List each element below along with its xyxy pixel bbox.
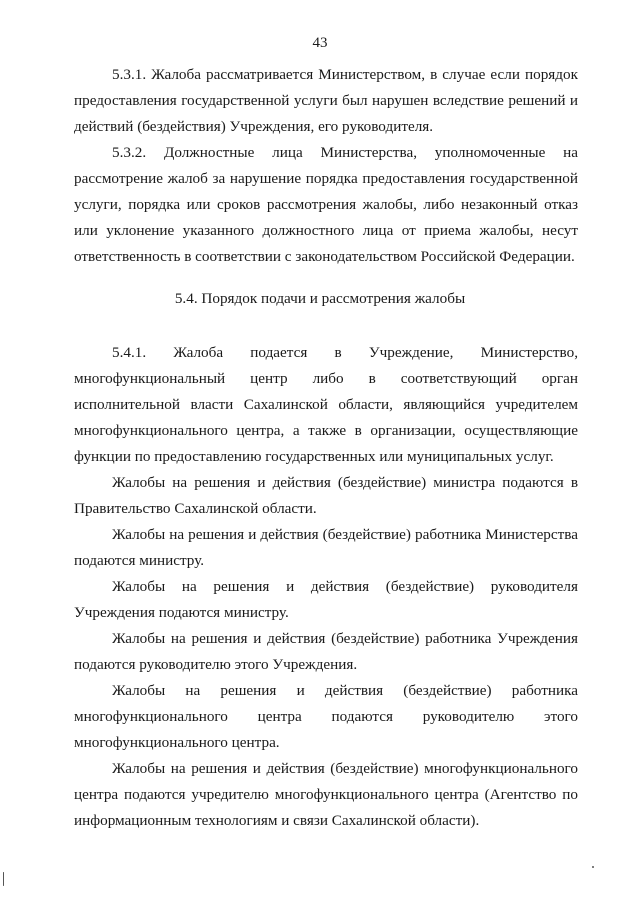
text-line: подаются руководителю этого Учреждения. — [74, 656, 358, 673]
text-line: функции по предоставлению государственных или муниципальных услуг. — [74, 448, 554, 465]
text-line: многофункционального центра. — [74, 734, 280, 751]
text-line: ответственность в соответствии с законодательством Российской Федерации. — [74, 248, 575, 265]
text-line: многофункционального центра подаются руководителю этого — [74, 708, 578, 725]
text-line: информационным технологиям и связи Сахалинской области). — [74, 812, 480, 829]
section-heading: 5.4. Порядок подачи и рассмотрения жалобы — [174, 290, 466, 307]
text-line: рассмотрение жалоб за нарушение порядка предоставления государственной — [74, 170, 578, 187]
text-line: подаются министру. — [74, 552, 205, 569]
text-line: Жалобы на решения и действия (бездействие) работника Учреждения — [112, 630, 578, 647]
text-line: Жалобы на решения и действия (бездействие) работника — [112, 682, 578, 699]
text-line: Учреждения подаются министру. — [74, 604, 289, 621]
text-line: Правительство Сахалинской области. — [74, 500, 317, 517]
text-line: или уклонение указанного должностного лица от приема жалобы, несут — [74, 222, 578, 239]
text-line: Жалобы на решения и действия (бездействие) работника Министерства — [112, 526, 578, 543]
text-line: 5.3.1. Жалоба рассматривается Министерством, в случае если порядок — [112, 66, 578, 83]
text-line: действий (бездействия) Учреждения, его руководителя. — [74, 118, 434, 135]
text-line: 5.4.1. Жалоба подается в Учреждение, Министерство, — [112, 344, 578, 361]
text-line: многофункциональный центр либо в соответствующий орган — [74, 370, 578, 387]
text-line: Жалобы на решения и действия (бездействие) руководителя — [112, 578, 578, 595]
text-line: многофункционального центра, а также в организации, осуществляющие — [74, 422, 578, 439]
text-line: 5.3.2. Должностные лица Министерства, уполномоченные на — [112, 144, 578, 161]
text-line: предоставления государственной услуги был нарушен вследствие решений и — [74, 92, 578, 109]
text-line: Жалобы на решения и действия (бездействие) министра подаются в — [112, 474, 578, 491]
text-line: исполнительной власти Сахалинской области, являющийся учредителем — [74, 396, 578, 413]
scan-mark — [3, 872, 4, 886]
text-line: центра подаются учредителю многофункционального центра (Агентство по — [74, 786, 578, 803]
text-line: услуги, порядка или сроков рассмотрения жалобы, либо незаконный отказ — [74, 196, 578, 213]
page-number: 43 — [312, 35, 328, 51]
text-line: Жалобы на решения и действия (бездействие) многофункционального — [112, 760, 578, 777]
scan-speck — [592, 866, 594, 868]
